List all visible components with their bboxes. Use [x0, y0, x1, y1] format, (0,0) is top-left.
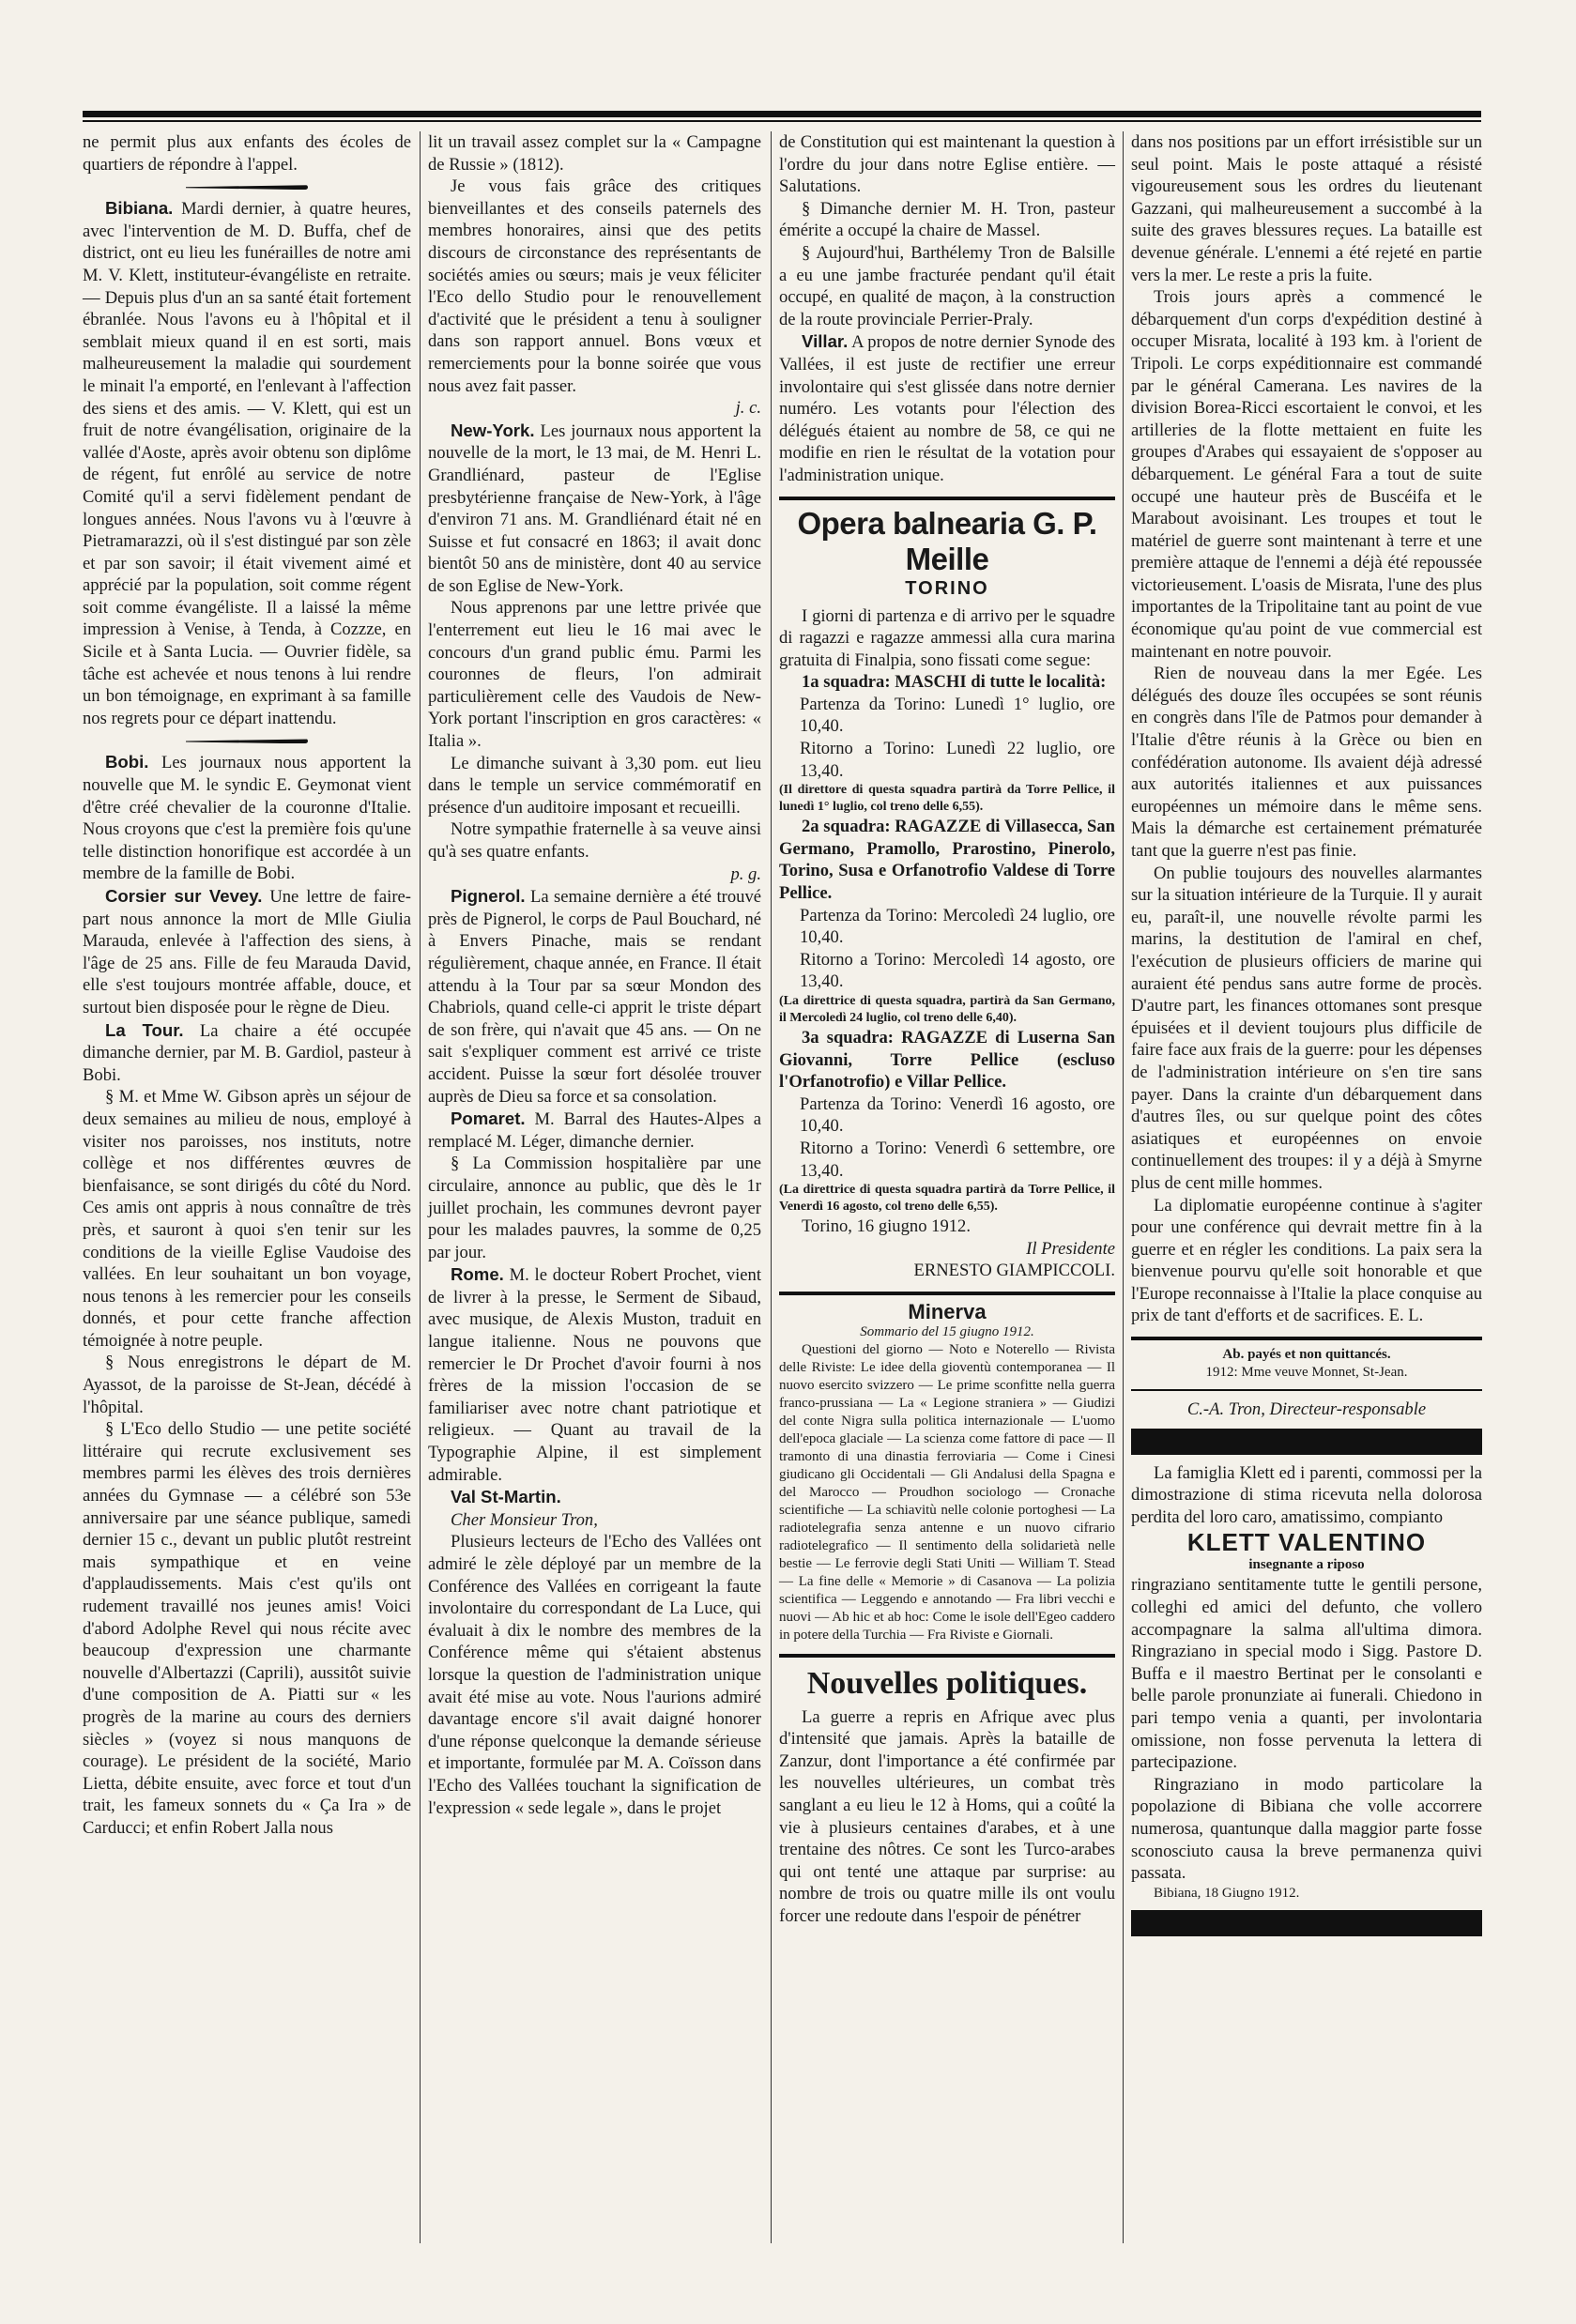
article-text: La semaine dernière a été trouvé près de Pignerol, le corps de Paul Bouchard, né à Envers Pinache, mais se rendant régulièrement, chaque année, en France. Il était attendu à la Tour par sa sœur Mondon des Chabriols, quand celle-ci apprit le triste départ de son frère, qui n'avait que 45 ans. — On ne sait s'expliquer comment est arrivé ce triste accident. Puisse la sœur fort désolée trouver auprès de Dieu sa force et sa consolation.: [428, 887, 761, 1107]
schedule-line: Partenza da Torino: Mercoledì 24 luglio, ore 10,40.: [800, 905, 1115, 948]
paragraph: [779, 198, 1115, 242]
section-mark-icon: §: [802, 198, 820, 219]
section-rule: [1131, 1337, 1482, 1340]
paragraph: lit un travail assez complet sur la « Campagne de Russie » (1812).: [428, 132, 761, 175]
locality-heading: Bobi.: [105, 752, 149, 772]
locality-heading: Pomaret.: [451, 1108, 526, 1129]
locality-heading: New-York.: [451, 420, 535, 440]
black-band: [1131, 1429, 1482, 1455]
schedule-note: (La direttrice di questa squadra partirà da Torre Pellice, il Venerdì 16 agosto, col treno delle 6,55).: [779, 1183, 1115, 1215]
article-pomaret: [428, 1108, 761, 1153]
section-mark-icon: §: [451, 1154, 473, 1174]
section-mark-icon: §: [105, 1419, 121, 1440]
article-villar: [779, 330, 1115, 486]
locality-heading: Rome.: [451, 1264, 504, 1285]
article-valstmartin: [428, 1486, 761, 1509]
paragraph: Ringraziano in modo particolare la popolazione di Bibiana che volle accorrere numerosa, quantunque dalla maggior parte fosse sconosciuto causa la breve permanenza quivi passata.: [1131, 1774, 1482, 1884]
notice-date: Bibiana, 18 Giugno 1912.: [1154, 1885, 1300, 1901]
locality-heading: Villar.: [802, 331, 849, 352]
article-pignerol: [428, 885, 761, 1108]
column-separator: [420, 131, 421, 2243]
opera-city: TORINO: [905, 577, 989, 599]
article-rome: [428, 1263, 761, 1486]
minerva-subtitle: Sommario del 15 giugno 1912.: [860, 1323, 1034, 1339]
schedule-note: (Il direttore di questa squadra partirà da Torre Pellice, il lunedì 1° luglio, col treno delle 6,55).: [779, 783, 1115, 815]
locality-heading: Val St-Martin.: [451, 1487, 561, 1507]
signature: E. L.: [1388, 1306, 1424, 1326]
deceased-role: insegnante a riposo: [1248, 1557, 1365, 1573]
squadra-heading: 2a squadra: RAGAZZE di Villasecca, San Germano, Pramollo, Prarostino, Pinerolo, Torino, Susa e Orfanotrofio Valdese di Torre Pellice.: [779, 817, 1115, 904]
paragraph: dans nos positions par un effort irrésistible sur un seul point. Mais le poste attaqué a résisté vigoureusement sous les ordres du lieutenant Gazzani, qui malheureusement a succombé à la suite des graves blessures reçues. La bataille est devenue générale. L'ennemi a été rejeté en partie vers la mer. Le reste a pris la fuite.: [1131, 132, 1482, 285]
greeting: [428, 1509, 761, 1532]
locality-heading: Pignerol.: [451, 886, 526, 907]
column-separator: [1123, 131, 1124, 2243]
opera-president-label: Il Presidente: [1026, 1238, 1115, 1259]
ab-heading: Ab. payés et non quittancés.: [1222, 1347, 1391, 1363]
minerva-title: Minerva: [908, 1299, 987, 1323]
article-text: Une lettre de faire-part nous annonce la mort de Mlle Giulia Marauda, enlevée à l'affection des siens, à l'âge de 25 ans. Fille de feu Marauda David, elle s'est toujours montrée affable, douce, et surtout bien disposée pour le règne de Dieu.: [83, 887, 411, 1017]
article-bibiana: [83, 197, 411, 729]
column-3: [779, 131, 1115, 1927]
schedule-line: Partenza da Torino: Lunedì 1° luglio, ore 10,40.: [800, 694, 1115, 737]
article-text: Les journaux nous apportent la nouvelle de la mort, le 13 mai, de M. Henri L. Grandliénard, pasteur de l'Eglise presbytérienne française de New-York, à l'âge d'environ 71 ans. M. Grandliénard était né en Suisse et fut consacré en 1863; il avait donc bientôt 50 ans de ministère, dont 40 au service de son Eglise de New-York.: [428, 420, 761, 596]
paragraph: On publie toujours des nouvelles alarmantes sur la situation intérieure de la Turquie. Il y aurait eu, paraît-il, une nouvelle révolte parmi les marins, la destitution de l'amiral en chef, l'exécution de plusieurs officiers de marine qui auraient été pendus sans autre forme de procès. D'autre part, les finances ottomanes sont presque épuisées et il devient toujours plus difficile de faire face aux frais de la guerre: pour les dépenses de l'administration intérieure on s'en tire sans payer. Dans la crainte d'un débarquement dans d'autres îles, ou sur quelque point des côtes asiatiques et européennes on envoie continuellement des troupes: il y a déjà à Smyrne plus de cent mille hommes.: [1131, 863, 1482, 1193]
ab-line: 1912: Mme veuve Monnet, St-Jean.: [1205, 1365, 1408, 1381]
article-text: La diplomatie européenne continue à s'agiter pour une conférence qui devrait mettre fin à la guerre et en régler les conditions. La paix sera la bienvenue pourvu qu'elle soit honorable et que l'Europe reconnaisse à l'Italie la place conquise au prix de tant d'efforts et de sacrifices.: [1131, 1195, 1482, 1326]
paragraph: [1131, 1195, 1482, 1328]
paragraph: de Constitution qui est maintenant la question à l'ordre du jour dans notre Eglise entière. — Salutations.: [779, 132, 1115, 197]
paragraph: ringraziano sentitamente tutte le gentili persone, colleghi ed amici del defunto, che vollero accompagnare la salma all'ultima dimora. Ringraziano in special modo i Sigg. Pastore D. Buffa e il maestro Bertinat per le consolanti e belle parole pronunziate ai funerali. Chiedono in pari tempo venia a quanti, per involontaria omissione, non fosse pervenuta la lettera di partecipazione.: [1131, 1575, 1482, 1773]
article-text: Aujourd'hui, Barthélemy Tron de Balsille a eu une jambe fracturée pendant qu'il était occupé, en qualité de maçon, à la construction de la route provinciale Perrier-Praly.: [779, 242, 1115, 329]
column-4: [1131, 131, 1482, 1944]
article-text: M. le docteur Robert Prochet, vient de livrer à la presse, le Serment de Sibaud, avec musique, de Alexis Muston, traduit en langue italienne. Nous ne pouvons que remercier le Dr Prochet d'avoir fourni à nos frères de la mission l'occasion de se familiariser avec notre chant patriotique et religieux. — Quant au travail de la Typographie Alpine, il est simplement admirable.: [428, 1265, 761, 1485]
paragraph: Plusieurs lecteurs de l'Echo des Vallées ont admiré le zèle déployé par un membre de la Conférence des Vallées en corrigeant la faute involontaire du correspondant de La Luce, qui évaluait à dix le nombre des membres de la Conférence même qui s'étaient abstenus lorsque la question de l'administration unique avait été mise au vote. Nous l'aurions admiré davantage encore s'il avait daigné honorer d'une réponse quelconque la demande sérieuse et importante, formulée par M. A. Coïsson dans l'Echo des Vallées touchant la signification de l'expression « sede legale », dans le projet: [428, 1532, 761, 1818]
locality-heading: Corsier sur Vevey.: [105, 886, 263, 906]
top-rule-thin: [83, 120, 1481, 122]
column-1: [83, 131, 411, 1840]
article-text: Dimanche dernier M. H. Tron, pasteur émérite a occupé la chaire de Massel.: [779, 198, 1115, 241]
nouvelles-title: Nouvelles politiques.: [806, 1665, 1088, 1701]
paragraph: Trois jours après a commencé le débarquement d'un corps d'expédition destiné à occuper Misrata, localité à 193 km. à l'orient de Tripoli. Le corps expéditionnaire est commandé par le général Camerana. Les navires de la division Borea-Ricci escortaient le convoi, et les artilleries de la flotte mettaient en fuite les groupes d'Arabes qui essayaient de s'opposer au débarquement. Le général Fara a tout de suite occupé une hauteur près de Buscéifa et le Marabout avoisinant. Les troupes et tout le matériel de guerre sont maintenant à terre et une première attaque de l'ennemi a déjà été repoussée victorieusement. L'oasis de Misrata, l'une des plus importantes de la Tripolitaine tant au point de vue économique qu'au point de vue commercial est maintenant en notre pouvoir.: [1131, 287, 1482, 662]
section-rule: [779, 1654, 1115, 1658]
section-mark-icon: §: [802, 242, 817, 263]
paragraph: [83, 1418, 411, 1839]
section-mark-icon: §: [105, 1087, 119, 1108]
article-bobi: [83, 751, 411, 885]
top-rule: [83, 111, 1481, 117]
signature: j. c.: [735, 398, 761, 419]
paragraph: I giorni di partenza e di arrivo per le squadre di ragazzi e ragazze ammessi alla cura marina gratuita di Finalpia, sono fissati come segue:: [779, 605, 1115, 670]
article-text: Les journaux nous apportent la nouvelle que M. le syndic E. Geymonat vient d'être créé chevalier de la couronne d'Italie. Nous croyons que c'est la première fois qu'une telle distinction honorifique est accordée à un membre de la famille de Bobi.: [83, 753, 411, 884]
article-text: M. et Mme W. Gibson après un séjour de deux semaines au milieu de nous, employé à visiter nos paroisses, nos instituts, notre collège et nos différentes œuvres de bienfaisance, se sont dirigés du côté du Nord. Ces amis ont appris à nous connaître de très près, et sauront à quoi s'en tenir sur les conditions de la vieille Eglise Vaudoise des vallées. En leur souhaitant un bon voyage, nous tenons à les remercier pour les conseils donnés, et pour cette franche affection témoignée à notre peuple.: [83, 1087, 411, 1351]
separator-dash: [186, 739, 308, 743]
schedule-line: Partenza da Torino: Venerdì 16 agosto, ore 10,40.: [800, 1093, 1115, 1137]
black-band: [1131, 1910, 1482, 1936]
article-text: M. Barral des Hautes-Alpes a remplacé M. Léger, dimanche dernier.: [428, 1109, 761, 1152]
article-text: Nous enregistrons le départ de M. Ayassot, de la paroisse de St-Jean, décédé à l'hôpital.: [83, 1353, 411, 1417]
schedule-line: Ritorno a Torino: Mercoledì 14 agosto, ore 13,40.: [800, 949, 1115, 992]
column-separator: [771, 131, 772, 2243]
article-corsier: [83, 885, 411, 1019]
paragraph: ne permit plus aux enfants des écoles de quartiers de répondre à l'appel.: [83, 132, 411, 175]
paragraph: Le dimanche suivant à 3,30 pom. eut lieu dans le temple un service commémoratif en présence d'un auditoire imposant et recueilli.: [428, 753, 761, 818]
squadra-heading: 3a squadra: RAGAZZE di Luserna San Giovanni, Torre Pellice (escluso l'Orfanotrofio) e Villar Pellice.: [779, 1028, 1115, 1093]
paragraph: [83, 1352, 411, 1418]
column-2: [428, 131, 761, 1819]
paragraph: [428, 1153, 761, 1263]
section-rule: [779, 497, 1115, 500]
paragraph: Nous apprenons par une lettre privée que l'enterrement eut lieu le 16 mai avec le concours d'un grand public ému. Parmi les couronnes de fleurs, l'on admirait particulièrement celle des Vaudois de New-York portant l'inscription en gros caractères: « Italia ».: [428, 598, 761, 752]
opera-date: Torino, 16 giugno 1912.: [802, 1216, 971, 1237]
opera-title: Opera balnearia G. P. Meille: [797, 505, 1097, 576]
locality-heading: Bibiana.: [105, 198, 174, 219]
locality-heading: La Tour.: [105, 1019, 184, 1040]
paragraph: La famiglia Klett ed i parenti, commossi per la dimostrazione di stima ricevuta nella dolorosa perdita del loro caro, amatissimo, compianto: [1131, 1462, 1482, 1527]
deceased-name: KLETT VALENTINO: [1186, 1528, 1427, 1557]
signature: p. g.: [730, 864, 761, 884]
opera-president-name: ERNESTO GIAMPICCOLI.: [913, 1261, 1115, 1281]
separator-dash: [186, 185, 308, 190]
paragraph: [779, 242, 1115, 330]
paragraph: Rien de nouveau dans la mer Egée. Les délégués des douze îles occupées se sont réunis en congrès dans l'île de Patmos pour demander à l'Italie d'être réunis à la Grèce ou bien en confédération autonome. Ils avaient déjà adressé aux autorités italiennes et aux puissances européennes un mémoire dans le même sens. Mais la démarche est certainement prématurée tant que la guerre n'est pas finie.: [1131, 664, 1482, 861]
article-text: A propos de notre dernier Synode des Vallées, il est juste de rectifier une erreur involontaire qui s'est glissée dans notre dernier numéro. Les votants pour l'élection des délégués étaient au nombre de 58, ce qui ne modifie en rien le résultat de la votation pour l'administration unique.: [779, 332, 1115, 485]
article-text: La Commission hospitalière par une circulaire, annonce au public, que dès le 1r juillet prochain, les communes devront payer pour les malades pauvres, la somme de 0,25 par jour.: [428, 1154, 761, 1262]
director-line: C.-A. Tron, Directeur-responsable: [1186, 1399, 1427, 1420]
schedule-line: Ritorno a Torino: Lunedì 22 luglio, ore 13,40.: [800, 739, 1115, 781]
article-text: La chaire a été occupée dimanche dernier, par M. B. Gardiol, pasteur à Bobi.: [83, 1020, 411, 1085]
section-rule: [779, 1292, 1115, 1295]
article-newyork: [428, 420, 761, 598]
section-mark-icon: §: [105, 1353, 128, 1373]
squadra-heading: 1a squadra: MASCHI di tutte le località:: [802, 672, 1107, 693]
article-latour: [83, 1019, 411, 1087]
paragraph: [83, 1086, 411, 1352]
paragraph: Notre sympathie fraternelle à sa veuve ainsi qu'à ses quatre enfants.: [428, 819, 761, 862]
paragraph: La guerre a repris en Afrique avec plus d'intensité que jamais. Après la bataille de Zanzur, dont l'importance a été confirmée par les nouvelles ultérieures, un combat très sanglant a eu lieu le 12 à Homs, qui a coûté la vie à plusieurs centaines d'arabes, et à une trentaine des nôtres. Ce sont les Turco-arabes qui ont tenté une attaque par surprise: au nombre de trois ou quatre mille ils ont voulu forcer une redoute dans l'espoir de pénétrer: [779, 1706, 1115, 1926]
schedule-note: (La direttrice di questa squadra, partirà da San Germano, il Mercoledì 24 luglio, col treno delle 6,40).: [779, 994, 1115, 1025]
paragraph: Je vous fais grâce des critiques bienveillantes et des conseils paternels des membres honoraires, ainsi que des petits discours de circonstance des représentants de sociétés amies ou sœurs; mais je veux féliciter l'Eco dello Studio pour le renouvellement d'activité que le président a tenu à souligner dans son rapport annuel. Bons vœux et remerciements pour la bonne soirée que vous nous avez fait passer.: [428, 176, 761, 396]
article-text: Mardi dernier, à quatre heures, avec l'intervention de M. D. Buffa, chef de district, ont eu lieu les funérailles de notre ami M. V. Klett, instituteur-évangéliste en retraite. — Depuis plus d'un an sa santé était fortement ébranlée. Nous l'avons eu à l'hôpital et il semblait mieux quand il en est sorti, mais malheureusement la maladie qui sourdement le minait l'a emporté, en l'enlevant à l'affection des siens et des amis. — V. Klett, qui est un fruit de notre évangélisation, originaire de la vallée d'Aoste, après avoir obtenu son diplôme de régent, fut enrôlé au service de notre Comité qu'il a servi fidèlement pendant de longues années. Nous l'avons vu à l'œuvre à Pietramarazzi, où il s'est distingué par son zèle et par son savoir; il était vivement aimé et apprécié par la population, soit comme régent soit comme évangéliste. Il a laissé la même impression à Venise, à Tenda, à Cozzze, en Sicile et à Santa Lucia. — Ouvrier fidèle, sa tâche est achevée et nous tenons à lui rendre un bon témoignage, en exprimant à sa famille nos regrets pour ce départ inattendu.: [83, 199, 411, 728]
greeting-text: Cher Monsieur Tron,: [451, 1509, 598, 1530]
article-text: L'Eco dello Studio — une petite société littéraire qui recrute exclusivement ses membres parmi les élèves des trois dernières années du Gymnase — a célébré son 53e anniversaire par une séance publique, samedi dernier 15 c., devant un public plutôt restreint mais sympathique et en veine d'applaudissements. Mais c'est qu'ils ont rudement travaillé nos jeunes amis! Voici d'abord Adolphe Revel qui nous récite avec beaucoup d'expression une charmante nouvelle d'Albertazzi (Caprili), aussitôt suivie d'une composition de A. Piatti sur « les progrès de la marine au cours des derniers siècles » (voyez si nous manquons de courage). Le président de la société, Mario Lietta, débite ensuite, avec force et tout d'un trait, les fameux sonnets du « Ça Ira » de Carducci; et enfin Robert Jalla nous: [83, 1419, 411, 1838]
schedule-line: Ritorno a Torino: Venerdì 6 settembre, ore 13,40.: [800, 1138, 1115, 1181]
minerva-summary: Questioni del giorno — Noto e Noterello — Rivista delle Riviste: Le idee della gioventù contemporanea — Il nuovo esercito svizzero — Le prime sconfitte nella guerra franco-prussiana — La « Legione straniera » — Giudizi del conte Nigra sulla politica internazionale — L'uomo dell'epoca glaciale — La scienza come fattore di pace — Il tramonto di una dinastia ferroviaria — Come i Cinesi giudicano gli Occidentali — Gli Andalusi della Spagna e del Marocco — Proudhon sociologo — Cronache scientifiche — La schiavitù nelle colonie portoghesi — La radiotelegrafia senza antenne e un nuovo cifrario radiotelegrafico — Il sentimento della solidarietà nelle bestie — Le ferrovie degli Stati Uniti — William T. Stead — La fine delle « Memorie » di Casanova — La polizia scientifica — Leggendo e annotando — Fra libri vecchi e nuovi — Ab hic et ab hoc: Come le isole dell'Egeo caddero in potere della Turchia — Fra Riviste e Giornali.: [779, 1341, 1115, 1643]
section-rule: [1131, 1389, 1482, 1391]
